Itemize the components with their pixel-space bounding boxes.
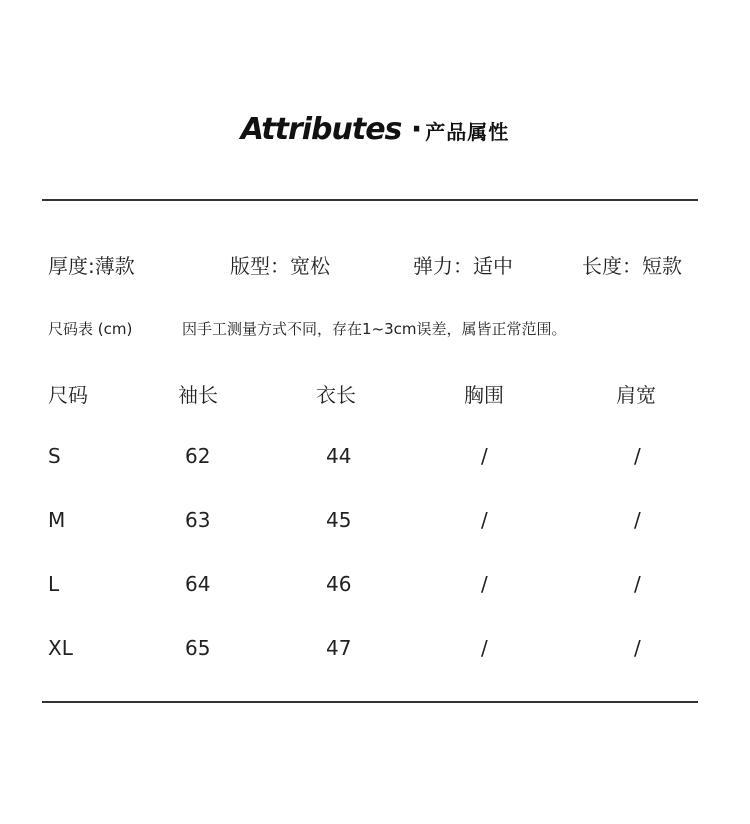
size-chart-disclaimer: 因手工测量方式不同，存在1~3cm误差，属皆正常范围。 xyxy=(182,320,567,338)
cell-shoulder: / xyxy=(634,444,641,468)
title-chinese: 产品属性 xyxy=(425,120,510,144)
top-divider xyxy=(42,199,698,201)
header-shoulder: 肩宽 xyxy=(616,383,656,407)
title-separator: · xyxy=(410,112,422,147)
cell-shoulder: / xyxy=(634,572,641,596)
header-chest: 胸围 xyxy=(464,383,504,407)
cell-chest: / xyxy=(481,508,488,532)
cell-shoulder: / xyxy=(634,508,641,532)
cell-chest: / xyxy=(481,444,488,468)
cell-size: XL xyxy=(48,636,73,660)
cell-length: 45 xyxy=(326,508,352,532)
size-chart-label: 尺码表 (cm) xyxy=(48,320,133,338)
header-size: 尺码 xyxy=(48,383,88,407)
cell-sleeve: 63 xyxy=(185,508,211,532)
cell-length: 46 xyxy=(326,572,352,596)
attribute-elasticity: 弹力：适中 xyxy=(413,254,513,278)
attribute-thickness: 厚度:薄款 xyxy=(48,254,135,278)
header-sleeve-length: 袖长 xyxy=(178,383,218,407)
title-english: Attributes xyxy=(240,112,402,147)
page-title xyxy=(0,112,750,147)
attribute-length: 长度：短款 xyxy=(582,254,682,278)
bottom-divider xyxy=(42,701,698,703)
cell-length: 47 xyxy=(326,636,352,660)
cell-length: 44 xyxy=(326,444,352,468)
cell-size: S xyxy=(48,444,61,468)
cell-shoulder: / xyxy=(634,636,641,660)
cell-chest: / xyxy=(481,636,488,660)
cell-chest: / xyxy=(481,572,488,596)
cell-size: M xyxy=(48,508,66,532)
cell-sleeve: 65 xyxy=(185,636,211,660)
header-garment-length: 衣长 xyxy=(316,383,356,407)
cell-sleeve: 62 xyxy=(185,444,211,468)
cell-size: L xyxy=(48,572,60,596)
cell-sleeve: 64 xyxy=(185,572,211,596)
attribute-fit: 版型：宽松 xyxy=(230,254,330,278)
